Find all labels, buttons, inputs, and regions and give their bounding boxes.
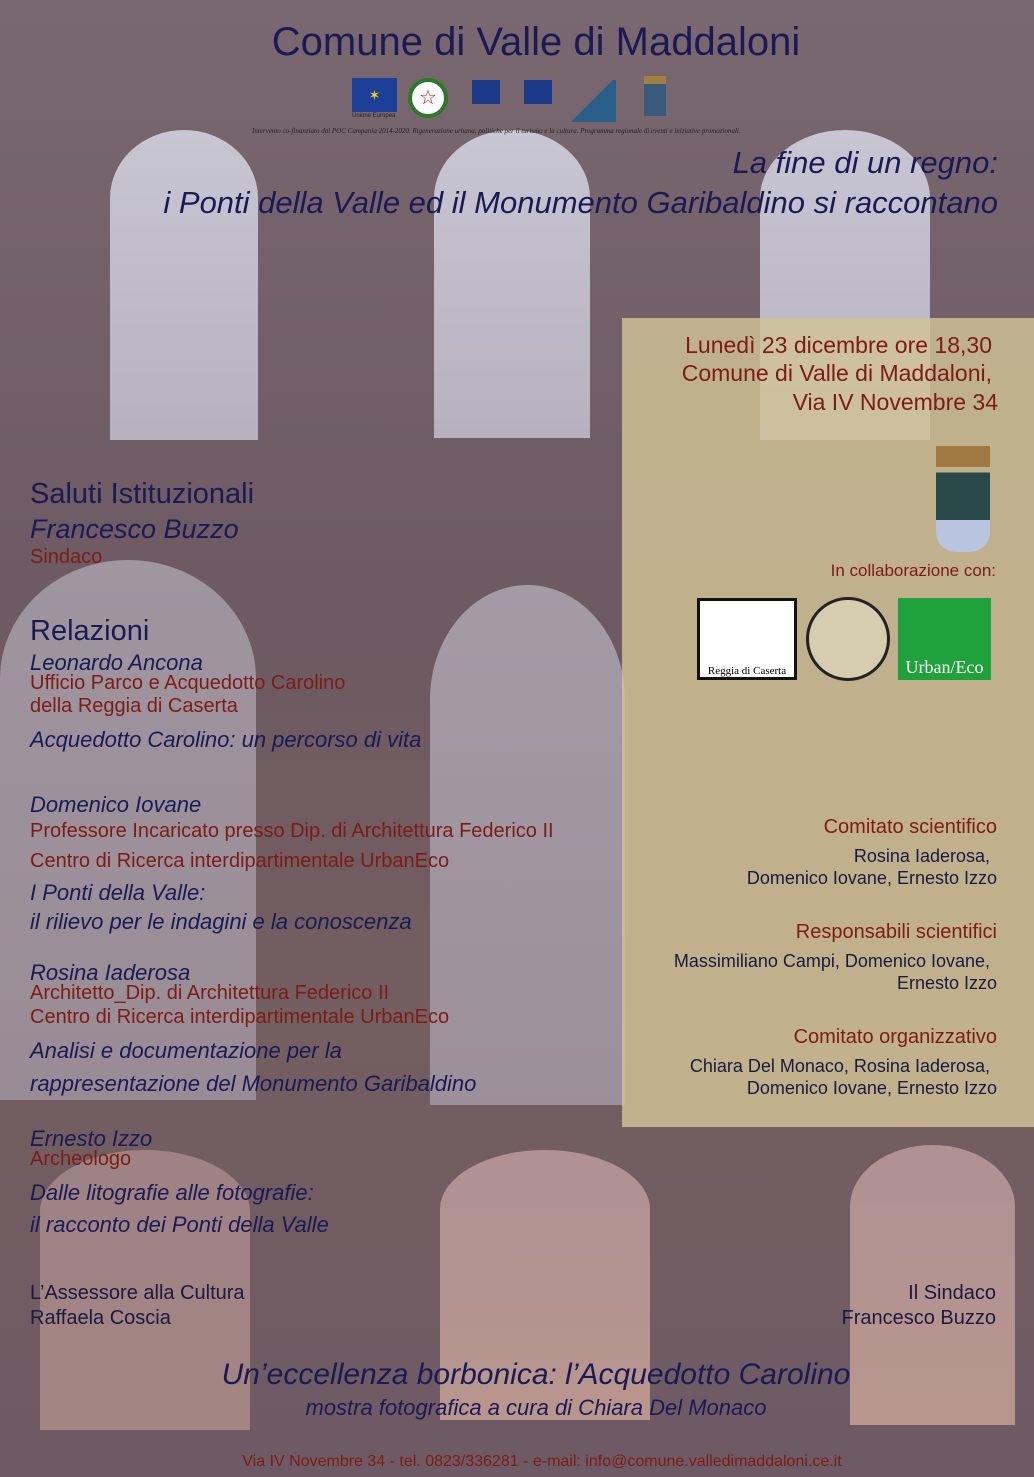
italy-emblem-logo: ☆ bbox=[408, 78, 448, 118]
event-title-line1: La fine di un regno: bbox=[732, 145, 998, 180]
speaker-role: Professore Incaricato presso Dip. di Architettura Federico II bbox=[30, 820, 554, 842]
speaker-role: Architetto_Dip. di Architettura Federico II bbox=[30, 982, 390, 1004]
talk-title: il racconto dei Ponti della Valle bbox=[30, 1212, 329, 1237]
speaker-role: della Reggia di Caserta bbox=[30, 695, 238, 717]
talk-title: Dalle litografie alle fotografie: bbox=[30, 1180, 314, 1205]
committee-members: Domenico Iovane, Ernesto Izzo bbox=[746, 1078, 997, 1098]
federico-ii-seal-logo bbox=[806, 597, 890, 681]
exhibition-subtitle: mostra fotografica a cura di Chiara Del Monaco bbox=[305, 1395, 767, 1420]
signature-right-name: Francesco Buzzo bbox=[841, 1307, 996, 1329]
speaker-name: Rosina Iaderosa bbox=[30, 960, 191, 985]
talk-title: Acquedotto Carolino: un percorso di vita bbox=[30, 727, 422, 752]
signature-right-role: Il Sindaco bbox=[908, 1282, 996, 1304]
speaker-name: Ernesto Izzo bbox=[30, 1126, 153, 1151]
poc-campania-logo bbox=[568, 80, 616, 122]
funding-note: Intervento co-finanziato dal POC Campania 2014-2020. Rigenerazione urbana, politiche per il turismo e la cultura. Programma regionale di eventi e iniziative promozionali. bbox=[252, 127, 741, 135]
exhibition-title: Un’eccellenza borbonica: l’Acquedotto Carolino bbox=[221, 1358, 851, 1391]
relazioni-heading: Relazioni bbox=[30, 615, 150, 647]
campania-logo bbox=[524, 80, 552, 104]
event-address: Via IV Novembre 34 bbox=[792, 389, 998, 415]
committee-members: Chiara Del Monaco, Rosina Iaderosa, bbox=[689, 1056, 990, 1076]
speaker-name: Leonardo Ancona bbox=[30, 650, 203, 675]
talk-title: I Ponti della Valle: bbox=[30, 880, 206, 905]
committee-members: Massimiliano Campi, Domenico Iovane, bbox=[673, 951, 990, 971]
logo-caption: Unione Europea bbox=[352, 113, 396, 119]
event-venue: Comune di Valle di Maddaloni, bbox=[681, 360, 992, 386]
speaker-name: Domenico Iovane bbox=[30, 792, 202, 817]
info-panel bbox=[622, 318, 1034, 1127]
talk-title: Analisi e documentazione per la bbox=[30, 1038, 342, 1063]
valle-maddaloni-crest-logo bbox=[936, 446, 990, 552]
talk-title: rappresentazione del Monumento Garibaldino bbox=[30, 1071, 477, 1096]
signature-left-role: L’Assessore alla Cultura bbox=[30, 1282, 245, 1304]
arch-window bbox=[430, 585, 625, 1105]
arch-window bbox=[434, 130, 590, 438]
footer-contact: Via IV Novembre 34 - tel. 0823/336281 - e-mail: info@comune.valledimaddaloni.ce.it bbox=[242, 1453, 842, 1470]
talk-title: il rilievo per le indagini e la conoscenza bbox=[30, 909, 412, 934]
page-title: Comune di Valle di Maddaloni bbox=[271, 20, 801, 64]
committee-members: Domenico Iovane, Ernesto Izzo bbox=[746, 868, 997, 888]
saluti-role: Sindaco bbox=[30, 546, 103, 568]
reggia-caserta-logo: Reggia di Caserta bbox=[697, 598, 797, 680]
saluti-heading: Saluti Istituzionali bbox=[30, 478, 255, 510]
arch-window bbox=[110, 130, 258, 440]
speaker-role: Centro di Ricerca interdipartimentale UrbanEco bbox=[30, 1006, 450, 1028]
eu-flag-logo: ✶ bbox=[352, 78, 397, 112]
committee-members: Rosina Iaderosa, bbox=[853, 846, 990, 866]
saluti-name: Francesco Buzzo bbox=[30, 514, 239, 544]
signature-left-name: Raffaela Coscia bbox=[30, 1307, 171, 1329]
committee-title: Comitato organizzativo bbox=[793, 1026, 997, 1048]
event-title-line2: i Ponti della Valle ed il Monumento Garibaldino si raccontano bbox=[163, 185, 998, 220]
collaboration-label: In collaborazione con: bbox=[830, 561, 996, 580]
committee-title: Responsabili scientifici bbox=[795, 921, 997, 943]
urbaneco-logo: Urban/Eco bbox=[898, 598, 991, 680]
event-date: Lunedì 23 dicembre ore 18,30 bbox=[685, 332, 992, 358]
speaker-role: Ufficio Parco e Acquedotto Carolino bbox=[30, 672, 346, 694]
speaker-role: Centro di Ricerca interdipartimentale UrbanEco bbox=[30, 850, 450, 872]
committee-title: Comitato scientifico bbox=[823, 816, 997, 838]
speaker-role: Archeologo bbox=[30, 1148, 132, 1170]
committee-members: Ernesto Izzo bbox=[896, 973, 997, 993]
campania-logo bbox=[472, 80, 500, 104]
valle-maddaloni-crest-logo bbox=[644, 76, 666, 116]
